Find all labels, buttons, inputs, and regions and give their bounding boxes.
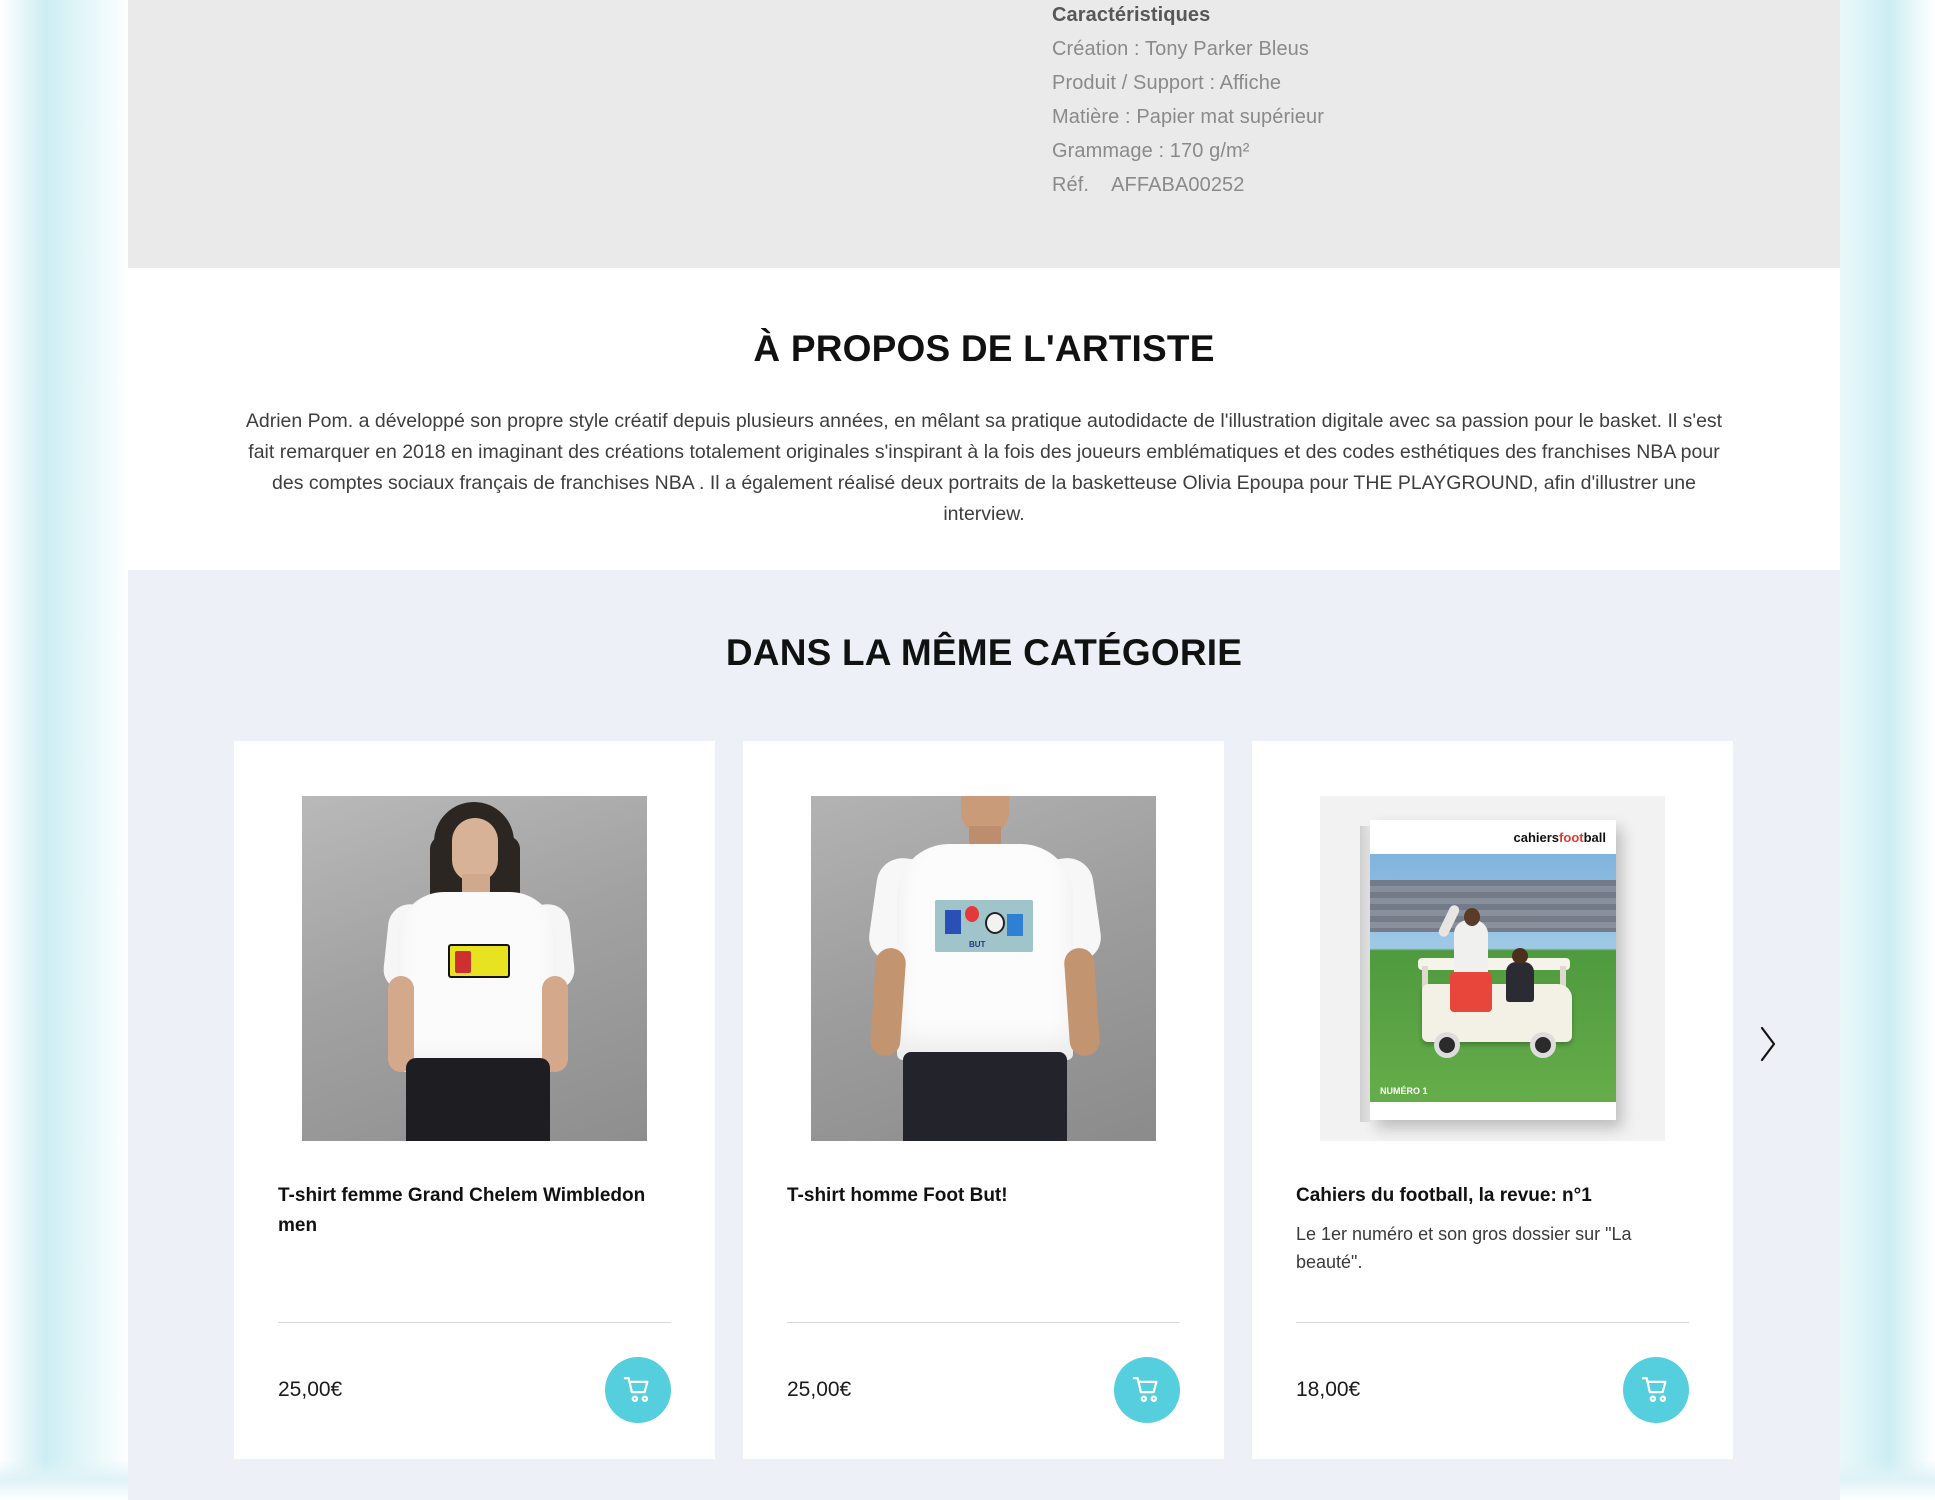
specs-line-reference: [1052, 174, 1752, 197]
product-price: 18,00€: [1296, 1378, 1361, 1401]
shopping-cart-icon: [623, 1375, 653, 1405]
product-description: Le 1er numéro et son gros dossier sur "La beauté".: [1296, 1224, 1632, 1272]
product-card[interactable]: [743, 741, 1224, 1459]
product-card[interactable]: [234, 741, 715, 1459]
shopping-cart-icon: [1132, 1375, 1162, 1405]
product-image[interactable]: [1320, 796, 1665, 1141]
product-image[interactable]: [302, 796, 647, 1141]
product-title: T-shirt femme Grand Chelem Wimbledon men: [278, 1185, 646, 1236]
about-artist-section: [128, 268, 1840, 570]
divider: [278, 1322, 671, 1323]
woman-tshirt-illustration: [302, 796, 647, 1141]
specs-ref-label: Réf.: [1052, 174, 1090, 196]
related-products-carousel: [234, 741, 1734, 1459]
specs-line-grammage: Grammage : 170 g/m²: [1052, 140, 1250, 162]
about-artist-title: À PROPOS DE L'ARTISTE: [753, 328, 1215, 369]
add-to-cart-button[interactable]: [605, 1357, 671, 1423]
product-title: T-shirt homme Foot But!: [787, 1185, 1008, 1206]
page-glow-left: [0, 0, 130, 1500]
specs-line-matiere: Matière : Papier mat supérieur: [1052, 106, 1325, 128]
specs-ref-value: AFFABA00252: [1111, 174, 1245, 196]
product-footer: [1296, 1322, 1689, 1423]
product-card[interactable]: [1252, 741, 1733, 1459]
add-to-cart-button[interactable]: [1623, 1357, 1689, 1423]
specs-title: Caractéristiques: [1052, 4, 1211, 26]
carousel-next-button[interactable]: [1750, 1019, 1786, 1069]
product-specs-list: [1052, 0, 1752, 197]
divider: [1296, 1322, 1689, 1323]
product-price: 25,00€: [787, 1378, 852, 1401]
specs-line-creation: Création : Tony Parker Bleus: [1052, 38, 1309, 60]
related-products-section: [128, 570, 1840, 1500]
product-specs-section: [128, 0, 1840, 268]
page-content: [128, 0, 1840, 1480]
product-footer: [787, 1322, 1180, 1423]
specs-line-produit: Produit / Support : Affiche: [1052, 72, 1282, 94]
shopping-cart-icon: [1641, 1375, 1671, 1405]
related-products-title: DANS LA MÊME CATÉGORIE: [725, 632, 1243, 673]
product-footer: [278, 1322, 671, 1423]
chevron-right-icon: [1755, 1024, 1781, 1064]
product-image[interactable]: [811, 796, 1156, 1141]
product-title: Cahiers du football, la revue: n°1: [1296, 1185, 1592, 1206]
product-price: 25,00€: [278, 1378, 343, 1401]
add-to-cart-button[interactable]: [1114, 1357, 1180, 1423]
about-artist-text: Adrien Pom. a développé son propre style créatif depuis plusieurs années, en mêlant sa pratique autodidacte de l'illustration digitale avec sa passion pour le basket. Il s'est fait remarquer en 2018 en imaginant des créations totalement originales s'inspirant à la fois des joueurs emblématiques et des codes esthétiques des franchises NBA pour des comptes sociaux français de franchises NBA . Il a également réalisé deux portraits de la basketteuse Olivia Epoupa pour THE PLAYGROUND, afin d'illustrer une interview.: [245, 410, 1723, 525]
man-tshirt-illustration: BUT: [811, 796, 1156, 1141]
divider: [787, 1322, 1180, 1323]
magazine-cover-illustration: cahiers foot ball NUMÉRO 1: [1320, 796, 1665, 1141]
